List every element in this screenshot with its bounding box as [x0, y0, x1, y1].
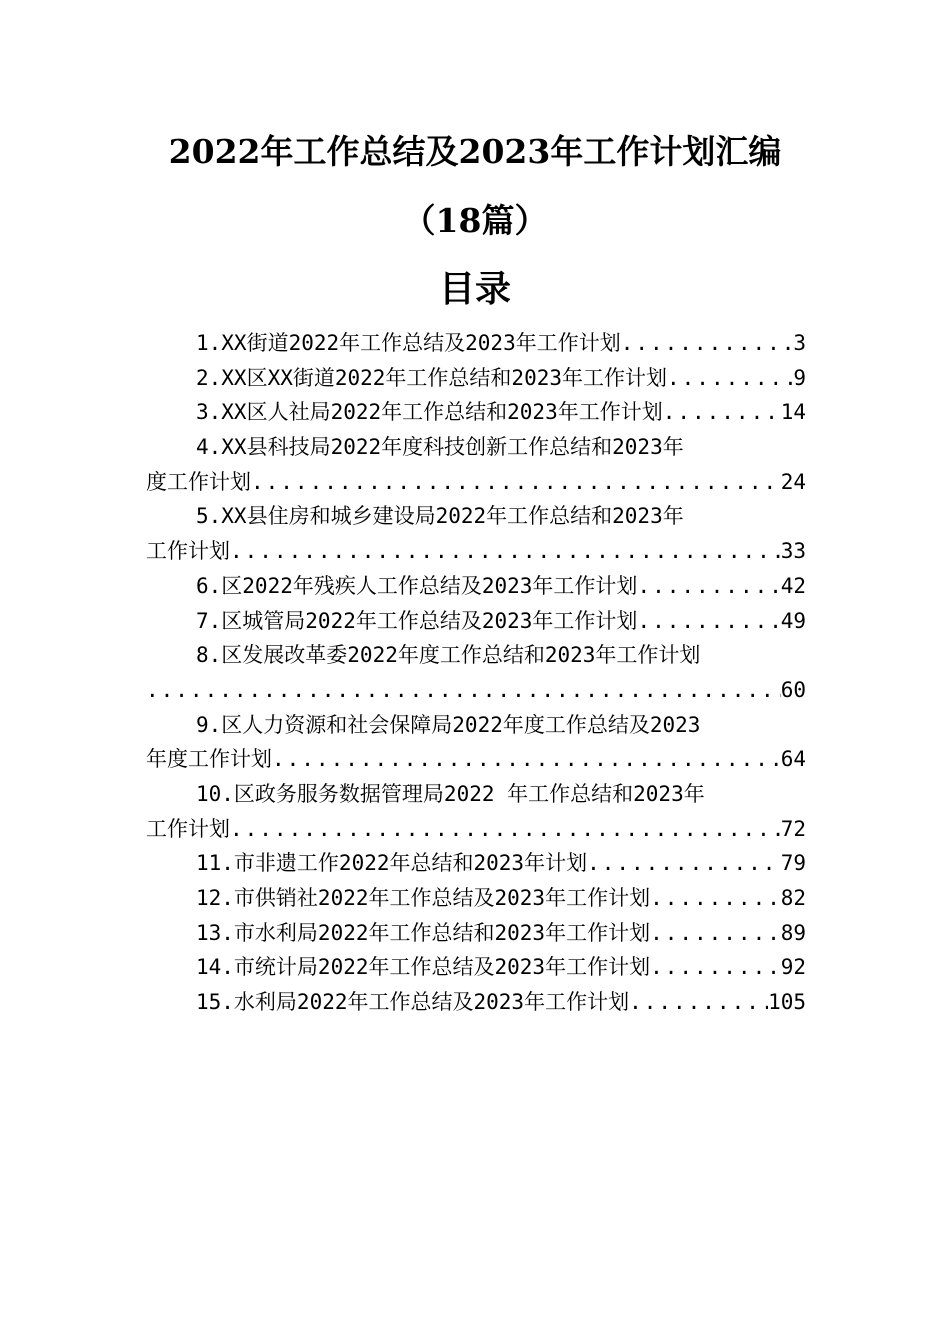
dot-leader [637, 604, 780, 639]
toc-entry-page: 72 [780, 816, 806, 841]
toc-entry[interactable] [146, 638, 806, 707]
toc-entry[interactable] [146, 916, 806, 951]
toc-entry[interactable] [146, 395, 806, 430]
toc-entry-page: 64 [780, 747, 806, 772]
toc-entry[interactable] [146, 326, 806, 361]
dot-leader [230, 534, 781, 569]
dot-leader [146, 673, 781, 708]
toc-entry-page: 49 [780, 608, 806, 633]
toc-entry-title: 14.市统计局2022年工作总结及2023年工作计划 [196, 955, 651, 980]
toc-entry[interactable] [146, 708, 806, 777]
dot-leader [667, 361, 793, 396]
toc-entry[interactable] [146, 499, 806, 568]
dot-leader [621, 326, 794, 361]
toc-entry[interactable] [146, 361, 806, 396]
document-subtitle: （18篇） [402, 201, 548, 240]
dot-leader [637, 569, 780, 604]
toc-entry[interactable] [146, 604, 806, 639]
toc-entry-title: 9.区人力资源和社会保障局2022年度工作总结及2023 [196, 712, 701, 737]
toc-entry-title: 3.XX区人社局2022年工作总结和2023年工作计划 [196, 400, 663, 425]
table-of-contents [146, 326, 806, 1020]
toc-entry-page: 24 [780, 469, 806, 494]
document-title: 2022年工作总结及2023年工作计划汇编 [168, 132, 782, 171]
dot-leader [272, 742, 781, 777]
toc-entry-title: 12.市供销社2022年工作总结及2023年工作计划 [196, 886, 651, 910]
toc-entry-title: 4.XX县科技局2022年度科技创新工作总结和2023年 [196, 435, 684, 460]
dot-leader [251, 465, 781, 500]
toc-entry-page: 3 [793, 331, 806, 355]
toc-entry-title-cont: 工作计划 [146, 816, 230, 841]
toc-entry-title: 1.XX街道2022年工作总结及2023年工作计划 [196, 331, 621, 355]
toc-entry-page: 82 [780, 886, 806, 910]
toc-entry-title: 7.区城管局2022年工作总结及2023年工作计划 [196, 608, 638, 633]
toc-entry-title-cont: 度工作计划 [146, 469, 251, 494]
toc-entry-page: 42 [780, 573, 806, 598]
toc-entry-page: 60 [780, 677, 806, 702]
dot-leader [650, 916, 781, 951]
toc-entry[interactable] [146, 777, 806, 846]
toc-entry[interactable] [146, 881, 806, 916]
toc-entry-title: 15.水利局2022年工作总结及2023年工作计划 [196, 990, 630, 1015]
toc-entry-page: 92 [780, 955, 806, 980]
toc-entry-title: 10.区政务服务数据管理局2022 年工作总结和2023年 [196, 781, 705, 806]
toc-entry-page: 105 [768, 990, 806, 1015]
toc-entry-page: 14 [780, 400, 806, 425]
toc-entry-title: 2.XX区XX街道2022年工作总结和2023年工作计划 [196, 365, 668, 390]
dot-leader [230, 812, 781, 847]
dot-leader [663, 395, 781, 430]
toc-entry-page: 33 [780, 539, 806, 564]
toc-entry-page: 89 [780, 920, 806, 945]
dot-leader [650, 881, 781, 916]
toc-entry-title-cont: 年度工作计划 [146, 747, 272, 772]
toc-entry[interactable] [146, 846, 806, 881]
toc-entry-title-cont: 工作计划 [146, 539, 230, 564]
toc-entry-title: 13.市水利局2022年工作总结和2023年工作计划 [196, 920, 651, 945]
toc-entry-title: 6.区2022年残疾人工作总结及2023年工作计划 [196, 573, 638, 598]
toc-entry-title: 8.区发展改革委2022年度工作总结和2023年工作计划 [196, 643, 701, 668]
toc-entry-title: 5.XX县住房和城乡建设局2022年工作总结和2023年 [196, 504, 684, 529]
toc-entry[interactable] [146, 430, 806, 499]
toc-entry-page: 79 [780, 851, 806, 876]
toc-entry[interactable] [146, 985, 806, 1020]
dot-leader [629, 985, 768, 1020]
toc-entry[interactable] [146, 950, 806, 985]
toc-heading: 目录 [438, 268, 511, 310]
toc-entry[interactable] [146, 569, 806, 604]
dot-leader [587, 846, 781, 881]
toc-entry-page: 9 [793, 365, 806, 390]
toc-entry-title: 11.市非遗工作2022年总结和2023年计划 [196, 851, 588, 876]
dot-leader [650, 950, 781, 985]
